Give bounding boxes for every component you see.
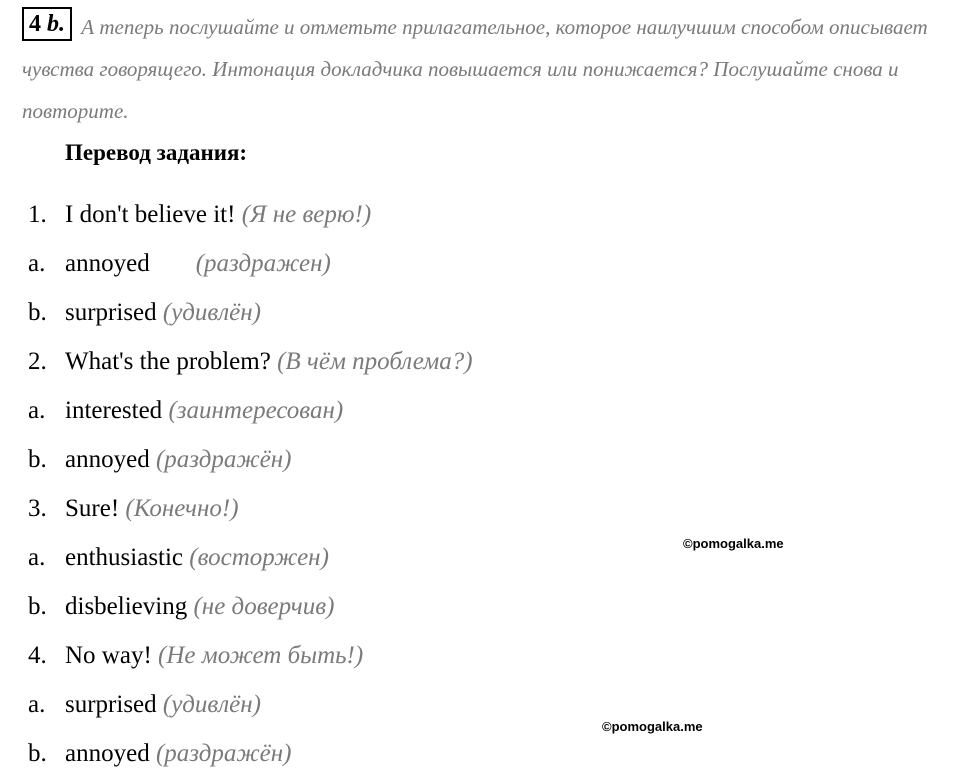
item-marker: 4. — [28, 642, 47, 669]
item-english: I don't believe it! — [65, 201, 236, 228]
item-marker: a. — [28, 397, 46, 424]
item-marker: b. — [28, 446, 47, 473]
item-russian: (раздражен) — [195, 250, 331, 277]
task-number-badge — [22, 7, 72, 41]
item-russian: (Я не верю!) — [241, 201, 372, 228]
item-english: disbelieving — [65, 593, 188, 620]
watermark: ©pomogalka.me — [683, 536, 784, 551]
item-english: What's the problem? — [65, 348, 271, 375]
item-russian: (заинтересован) — [168, 397, 344, 424]
item-marker: b. — [28, 299, 47, 326]
item-english: interested — [65, 397, 163, 424]
item-english: annoyed — [65, 740, 150, 767]
task-instruction: А теперь послушайте и отметьте прилагательное, которое наилучшим способом описывает чувства говорящего. Интонация докладчика повышается или понижается? Послушайте снова и повторите. — [22, 15, 928, 123]
item-marker: 1. — [28, 201, 47, 228]
item-english: surprised — [65, 691, 157, 718]
item-marker: a. — [28, 691, 46, 718]
item-english: surprised — [65, 299, 157, 326]
item-marker: b. — [28, 740, 47, 767]
task-letter: b. — [47, 11, 65, 37]
item-russian: (Не может быть!) — [158, 642, 364, 669]
task-number: 4 — [29, 11, 41, 37]
item-marker: a. — [28, 250, 46, 277]
item-russian: (удивлён) — [162, 691, 261, 718]
item-english: Sure! — [65, 495, 120, 522]
item-english: No way! — [65, 642, 152, 669]
task-header — [22, 6, 952, 132]
item-marker: b. — [28, 593, 47, 620]
item-russian: (восторжен) — [189, 544, 329, 571]
item-russian: (Конечно!) — [125, 495, 239, 522]
item-marker: 3. — [28, 495, 47, 522]
item-marker: 2. — [28, 348, 47, 375]
item-russian: (раздражён) — [155, 446, 292, 473]
item-marker: a. — [28, 544, 46, 571]
item-english: annoyed — [65, 446, 150, 473]
item-english: enthusiastic — [65, 544, 184, 571]
item-russian: (В чём проблема?) — [277, 348, 473, 375]
item-russian: (раздражён) — [155, 740, 292, 767]
item-english: annoyed — [65, 250, 150, 277]
item-russian: (удивлён) — [162, 299, 261, 326]
item-russian: (не доверчив) — [193, 593, 335, 620]
watermark: ©pomogalka.me — [602, 719, 703, 734]
section-title: Перевод задания: — [65, 140, 248, 165]
